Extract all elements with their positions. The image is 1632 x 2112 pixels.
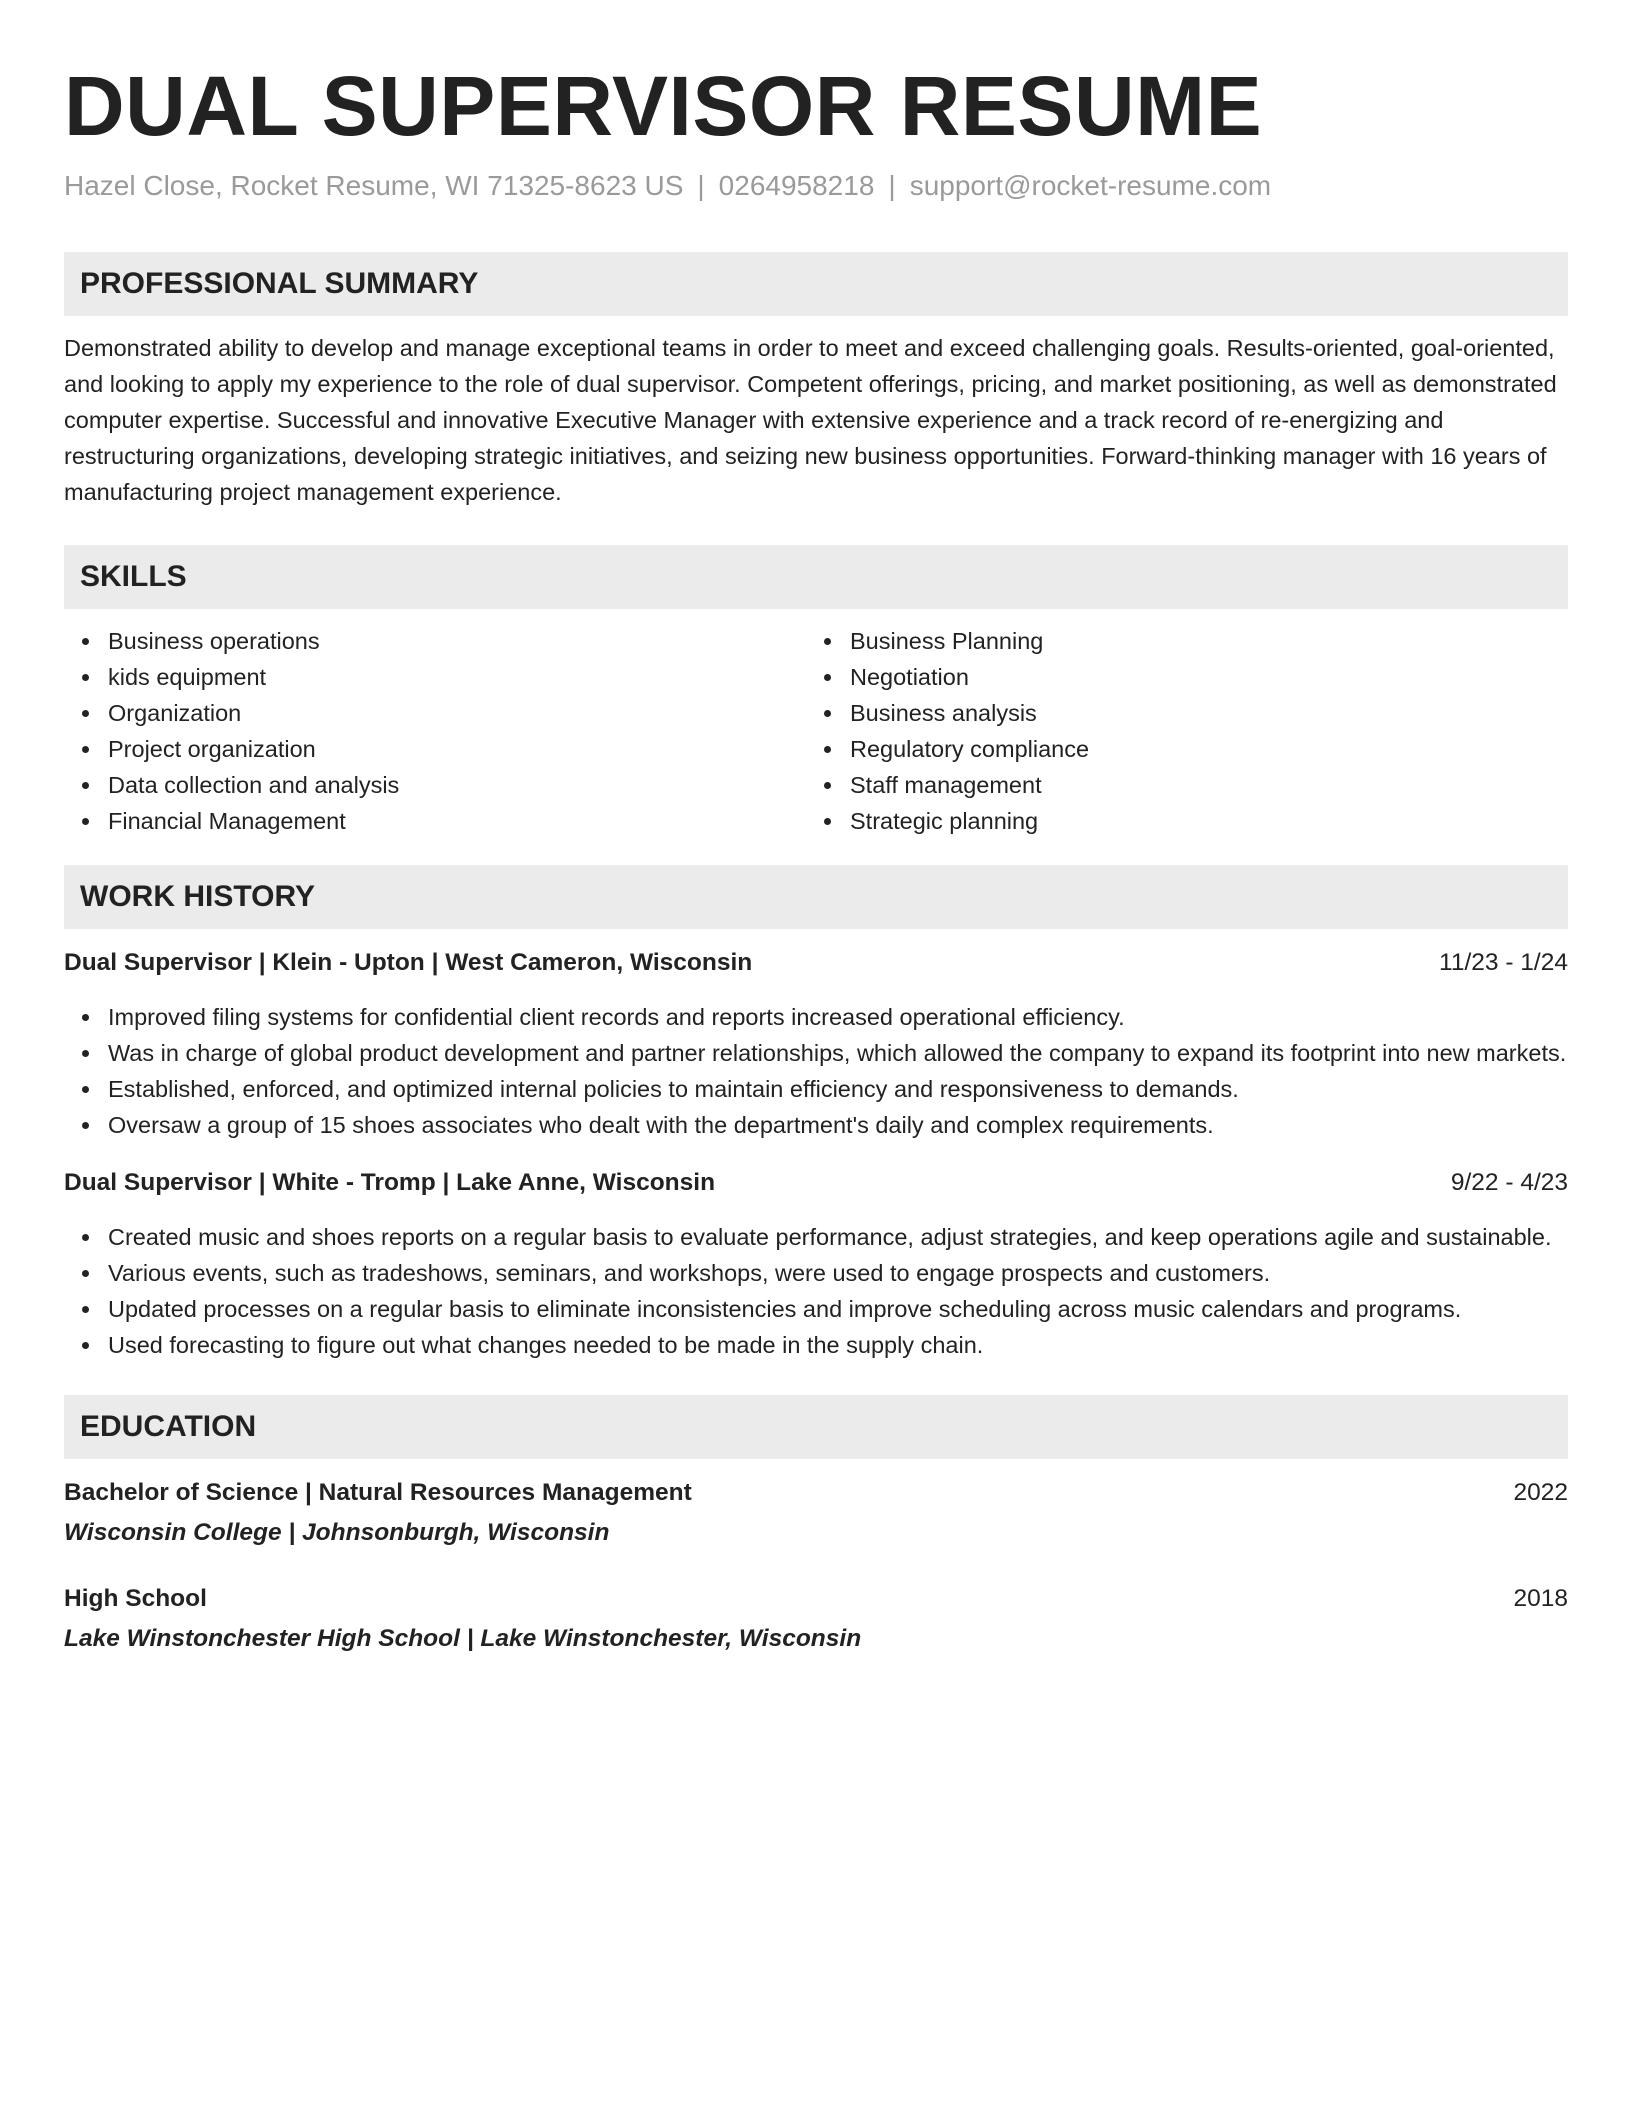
job-duties — [64, 999, 1568, 1143]
duty-item: Updated processes on a regular basis to eliminate inconsistencies and improve scheduling across music calendars and programs. — [108, 1291, 1568, 1327]
duty-item: Various events, such as tradeshows, seminars, and workshops, were used to engage prospects and customers. — [108, 1255, 1568, 1291]
skills-list — [64, 623, 1568, 839]
skills-heading: SKILLS — [64, 545, 1568, 609]
contact-line — [64, 166, 1568, 206]
graduation-year: 2018 — [1513, 1585, 1568, 1612]
resume-page — [64, 56, 1568, 1657]
skills-column-left — [64, 623, 806, 839]
contact-separator: | — [888, 170, 896, 201]
education-entry — [64, 1581, 1568, 1657]
skill-item: Data collection and analysis — [108, 767, 806, 803]
work-entry-header — [64, 945, 1568, 981]
contact-address: Hazel Close, Rocket Resume, WI 71325-8623 US — [64, 170, 684, 201]
skill-item: Business Planning — [850, 623, 1548, 659]
job-dates: 11/23 - 1/24 — [1439, 949, 1568, 976]
school-name: Lake Winstonchester High School | Lake Winstonchester, Wisconsin — [64, 1625, 862, 1652]
duty-item: Was in charge of global product development and partner relationships, which allowed the company to expand its footprint into new markets. — [108, 1035, 1568, 1071]
degree-title: Bachelor of Science | Natural Resources Management — [64, 1479, 692, 1506]
skill-item: Strategic planning — [850, 803, 1548, 839]
education-entry-header — [64, 1475, 1568, 1511]
contact-separator: | — [697, 170, 705, 201]
summary-text: Demonstrated ability to develop and manage exceptional teams in order to meet and exceed challenging goals. Results-oriented, goal-oriented, and looking to apply my experience to the role of dual supervisor. Competent offerings, pricing, and market positioning, as well as demonstrated computer expertise. Successful and innovative Executive Manager with extensive experience and a track record of re-energizing and restructuring organizations, developing strategic initiatives, and seizing new business opportunities. Forward-thinking manager with 16 years of manufacturing project management experience. — [64, 335, 1557, 505]
contact-phone: 0264958218 — [718, 170, 875, 201]
job-title: Dual Supervisor | Klein - Upton | West Cameron, Wisconsin — [64, 949, 753, 976]
school-name: Wisconsin College | Johnsonburgh, Wisconsin — [64, 1519, 610, 1546]
skill-item: Business analysis — [850, 695, 1548, 731]
education-entry-header — [64, 1581, 1568, 1617]
work-entry — [64, 1165, 1568, 1363]
skill-item: Organization — [108, 695, 806, 731]
skill-item: Negotiation — [850, 659, 1548, 695]
work-history-heading: WORK HISTORY — [64, 865, 1568, 929]
job-duties — [64, 1219, 1568, 1363]
work-entry-header — [64, 1165, 1568, 1201]
skill-item: Staff management — [850, 767, 1548, 803]
summary-heading: PROFESSIONAL SUMMARY — [64, 252, 1568, 316]
skill-item: Business operations — [108, 623, 806, 659]
skill-item: Regulatory compliance — [850, 731, 1548, 767]
education-heading: EDUCATION — [64, 1395, 1568, 1459]
contact-email: support@rocket-resume.com — [909, 170, 1272, 201]
skill-item: kids equipment — [108, 659, 806, 695]
graduation-year: 2022 — [1513, 1479, 1568, 1506]
job-title: Dual Supervisor | White - Tromp | Lake Anne, Wisconsin — [64, 1169, 716, 1196]
duty-item: Used forecasting to figure out what changes needed to be made in the supply chain. — [108, 1327, 1568, 1363]
duty-item: Established, enforced, and optimized internal policies to maintain efficiency and responsiveness to demands. — [108, 1071, 1568, 1107]
resume-title: DUAL SUPERVISOR RESUME — [64, 59, 1263, 153]
skill-item: Financial Management — [108, 803, 806, 839]
duty-item: Created music and shoes reports on a regular basis to evaluate performance, adjust strategies, and keep operations agile and sustainable. — [108, 1219, 1568, 1255]
duty-item: Improved filing systems for confidential client records and reports increased operational efficiency. — [108, 999, 1568, 1035]
degree-title: High School — [64, 1585, 207, 1612]
skill-item: Project organization — [108, 731, 806, 767]
skills-column-right — [806, 623, 1548, 839]
education-entry — [64, 1475, 1568, 1551]
job-dates: 9/22 - 4/23 — [1450, 1169, 1568, 1196]
work-entry — [64, 945, 1568, 1143]
duty-item: Oversaw a group of 15 shoes associates who dealt with the department's daily and complex requirements. — [108, 1107, 1568, 1143]
